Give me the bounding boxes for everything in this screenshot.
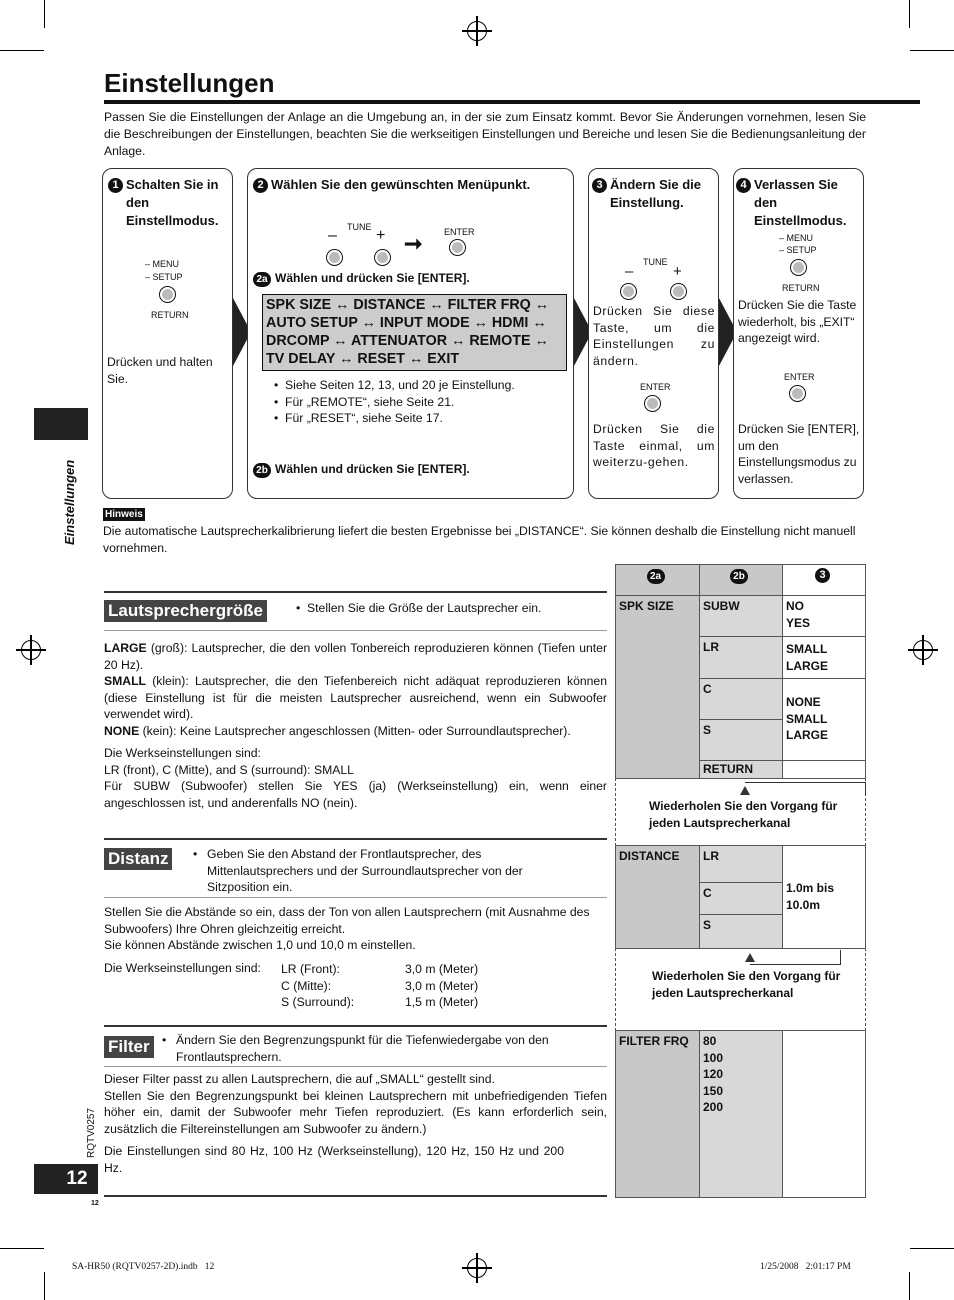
bullet-item: Siehe Seiten 12, 13, und 20 je Einstellung. — [285, 378, 515, 392]
enter-button[interactable] — [644, 395, 661, 412]
file-info: SA-HR50 (RQTV0257-2D).indb 12 — [72, 1262, 215, 1272]
tune-minus-button[interactable] — [326, 249, 343, 266]
tune-label: TUNE — [643, 257, 668, 267]
repeat-note-1: Wiederholen Sie den Vorgang für jeden Lautsprecherkanal — [615, 778, 866, 846]
step-4-box — [733, 168, 864, 499]
menu-setup-button[interactable] — [790, 259, 807, 276]
table-head: 2b — [699, 564, 783, 596]
enter-button[interactable] — [789, 385, 806, 402]
timestamp: 1/25/2008 2:01:17 PM — [760, 1262, 851, 1272]
tune-plus-button[interactable] — [374, 249, 391, 266]
return-label: RETURN — [782, 283, 820, 293]
step-4-heading — [736, 176, 864, 230]
page-number: 12 — [34, 1164, 98, 1194]
enter-label: ENTER — [784, 372, 815, 382]
divider — [104, 1066, 607, 1067]
section-title-filter: Filter — [104, 1036, 154, 1058]
lr-values: SMALL LARGE — [782, 636, 866, 679]
intro-text: Passen Sie die Einstellungen der Anlage an die Umgebung an, in der sie zum Einsatz kommt. Bevor Sie Änderungen vornehmen, lesen Sie die Beschreibungen der Einstellungen, beachten Sie die werkseitigen Einstellungen und Bereiche und lesen Sie die Bedienungsanleitung der Anlage. — [104, 110, 866, 158]
substep-2a-text: Wählen und drücken Sie [ENTER]. — [275, 271, 470, 285]
step-2-heading — [253, 176, 530, 194]
right-arrow-icon: ➞ — [404, 231, 423, 256]
filter-values: 80 100 120 150 200 — [699, 1030, 783, 1198]
crop-mark — [910, 50, 954, 51]
divider — [104, 630, 607, 631]
enter-button[interactable] — [449, 239, 466, 256]
step-3-title: Ändern Sie die Einstellung. — [610, 177, 702, 210]
section-rule — [104, 838, 607, 840]
up-arrow-icon — [740, 786, 750, 795]
section-rule — [104, 591, 607, 593]
bullet-item: Für „RESET“, siehe Seite 17. — [285, 411, 443, 425]
up-arrow-icon — [745, 953, 755, 962]
menu-line: AUTO SETUP ↔ INPUT MODE ↔ HDMI ↔ — [266, 315, 547, 331]
step-4-number: 4 — [736, 178, 751, 193]
model-code: RQTV0257 — [86, 1107, 97, 1158]
filter-description: Dieser Filter passt zu allen Lautsprechern, die auf „SMALL“ gestellt sind. Stellen Sie den Begrenzungspunkt bei kleinen Lautsprechern mit unbefriedigenden Tiefen höher ein, damit der Subwoofer mehr Tiefen reproduziert. (Es kann erforderlich sein, zusätzlich die Filtereinstellungen am Subwoofer zu ändern.) Die Einstellungen sind 80 Hz, 100 Hz (Werkseinstellung), 120 Hz, 150 Hz und 200 Hz. — [104, 1072, 607, 1175]
crop-mark — [0, 50, 44, 51]
side-tab — [34, 408, 88, 440]
section-title-distance: Distanz — [104, 848, 172, 870]
step-2-number: 2 — [253, 178, 268, 193]
tune-label: TUNE — [347, 222, 372, 232]
crop-mark — [0, 1248, 44, 1249]
section-rule — [104, 1025, 607, 1027]
repeat-connector — [750, 950, 841, 965]
s-cell: S — [699, 719, 783, 761]
lr-cell: LR — [699, 636, 783, 679]
d-c-cell: C — [699, 882, 783, 915]
page-number-small: 12 — [91, 1200, 99, 1207]
tune-minus-button[interactable] — [620, 283, 637, 300]
step-1-heading — [108, 176, 233, 230]
step-3-box — [588, 168, 719, 499]
substep-2a — [253, 271, 470, 287]
menu-label: – MENU — [145, 259, 180, 269]
c-cell: C — [699, 678, 783, 720]
menu-label: – MENU — [779, 233, 814, 243]
distance-defaults-label: Die Werkseinstellungen sind: — [104, 961, 261, 975]
hint-badge: Hinweis — [105, 509, 143, 520]
substep-2b-tag: 2b — [253, 463, 271, 478]
table-head: 2a — [615, 564, 700, 596]
filter-empty-cell — [782, 1030, 866, 1198]
menu-line: DRCOMP ↔ ATTENUATOR ↔ REMOTE ↔ — [266, 333, 549, 349]
repeat-connector — [745, 782, 866, 795]
subw-values: NO YES — [782, 595, 866, 637]
menu-line: TV DELAY ↔ RESET ↔ EXIT — [266, 351, 460, 367]
enter-label: ENTER — [444, 227, 475, 237]
d-range-values: 1.0m bis 10.0m — [782, 845, 866, 949]
step-3-number: 3 — [592, 178, 607, 193]
distance-cell: DISTANCE — [615, 845, 700, 949]
substep-2b-text: Wählen und drücken Sie [ENTER]. — [275, 462, 470, 476]
step-4-text-2: Drücken Sie [ENTER], um den Einstellungsmodus zu verlassen. — [738, 422, 860, 486]
crop-mark — [909, 1272, 910, 1300]
step-4-title: Verlassen Sie den Einstellmodus. — [754, 177, 847, 228]
step-1-title: Schalten Sie in den Einstellmodus. — [126, 177, 219, 228]
substep-2b — [253, 462, 470, 478]
filter-frq-cell: FILTER FRQ — [615, 1030, 700, 1198]
step-1-text: Drücken und halten Sie. — [107, 355, 213, 386]
registration-mark-icon — [467, 21, 487, 41]
speaker-description: LARGE (groß): Lautsprecher, die den vollen Tonbereich reproduzieren können (Tiefen unter 20 Hz). SMALL (klein): Lautsprecher, die den Tiefenbereich nicht adäquat reproduzieren können (diese Einstellung ist für die meisten Lautsprecher ausreichend, wenn ein Subwoofer verwendet wird). NONE (kein): Keine Lautsprecher angeschlossen (Mitten- oder Surroundlautsprecher). Die Werkseinstellungen sind: LR (front), C (Mitte), and S (surround): SMALL Für SUBW (Subwoofer) stellen Sie YES (ja) (Werkseinstellung) ein, wenn einer angeschlossen ist, und anderenfalls NO (nein). — [104, 641, 607, 810]
crop-mark — [909, 0, 910, 28]
distance-bullet: • Geben Sie den Abstand der Frontlautsprecher, des Mittenlautsprechers und der Surroundlautsprecher von der Sitzposition ein. — [193, 847, 523, 894]
d-s-cell: S — [699, 914, 783, 949]
divider — [104, 897, 607, 898]
subw-cell: SUBW — [699, 595, 783, 637]
enter-label: ENTER — [640, 382, 671, 392]
step-2-title: Wählen Sie den gewünschten Menüpunkt. — [271, 177, 531, 192]
side-label: Einstellungen — [62, 459, 77, 545]
step-3-text-1: Drücken Sie diese Taste, um die Einstellungen zu ändern. — [593, 304, 715, 368]
crop-mark — [44, 1272, 45, 1300]
step-4-text-1: Drücken Sie die Taste wiederholt, bis „EXIT“ angezeigt wird. — [738, 298, 857, 345]
registration-mark-icon — [467, 1258, 487, 1278]
tune-plus-button[interactable] — [670, 283, 687, 300]
plus-icon: + — [376, 227, 386, 244]
step-1-box — [102, 168, 233, 499]
section-title-speaker-size: Lautsprechergröße — [104, 600, 267, 622]
return-value-cell — [782, 760, 866, 779]
step-3-text-2: Drücken Sie die Taste einmal, um weiterzu-gehen. — [593, 422, 715, 469]
menu-line: SPK SIZE ↔ DISTANCE ↔ FILTER FRQ ↔ — [266, 297, 550, 313]
step-2-box — [247, 168, 574, 499]
filter-bullet: • Ändern Sie den Begrenzungspunkt für die Tiefenwiedergabe von den Frontlautsprechern. — [162, 1033, 549, 1064]
cs-values: NONE SMALL LARGE — [782, 678, 866, 761]
minus-icon: – — [328, 227, 337, 244]
crop-mark — [910, 1248, 954, 1249]
return-label: RETURN — [151, 310, 189, 320]
spk-size-cell: SPK SIZE — [615, 595, 700, 779]
step-2-bullets: • Siehe Seiten 12, 13, und 20 je Einstellung. • Für „REMOTE“, siehe Seite 21. • Für „RESET“, siehe Seite 17. — [274, 378, 515, 425]
distance-description: Stellen Sie die Abstände so ein, dass der Ton von allen Lautsprechern (mit Ausnahme des Subwoofers) Ihre Ohren gleichzeitig erreicht. Sie können Abstände zwischen 1,0 und 10,0 m einstellen. — [104, 905, 590, 952]
distance-defaults: LR (Front): 3,0 m (Meter) C (Mitte): 3,0 m (Meter) S (Surround): 1,5 m (Meter) — [281, 962, 479, 1009]
minus-icon: – — [625, 263, 634, 280]
table-head: 3 — [782, 564, 866, 596]
crop-mark — [44, 0, 45, 28]
step-1-number: 1 — [108, 178, 123, 193]
step-3-heading — [592, 176, 718, 212]
menu-sequence — [262, 294, 567, 371]
menu-setup-button[interactable] — [159, 286, 176, 303]
repeat-note-2: Wiederholen Sie den Vorgang für jeden Lautsprecherkanal — [615, 948, 866, 1031]
speaker-bullet: • Stellen Sie die Größe der Lautsprecher ein. — [296, 601, 542, 615]
section-rule — [104, 1195, 607, 1197]
d-lr-cell: LR — [699, 845, 783, 883]
setup-label: – SETUP — [779, 245, 817, 255]
bullet-item: Für „REMOTE“, siehe Seite 21. — [285, 394, 455, 409]
page-title: Einstellungen — [104, 68, 275, 98]
registration-mark-icon — [913, 640, 933, 660]
return-cell: RETURN — [699, 760, 783, 779]
title-rule — [104, 100, 920, 104]
substep-2a-tag: 2a — [253, 272, 271, 287]
hint-text: Die automatische Lautsprecherkalibrierung liefert die besten Ergebnisse bei „DISTANCE“. Sie können deshalb die Einstellung nicht manuell vornehmen. — [103, 524, 856, 555]
plus-icon: + — [673, 263, 682, 280]
registration-mark-icon — [21, 640, 41, 660]
setup-label: – SETUP — [145, 272, 183, 282]
